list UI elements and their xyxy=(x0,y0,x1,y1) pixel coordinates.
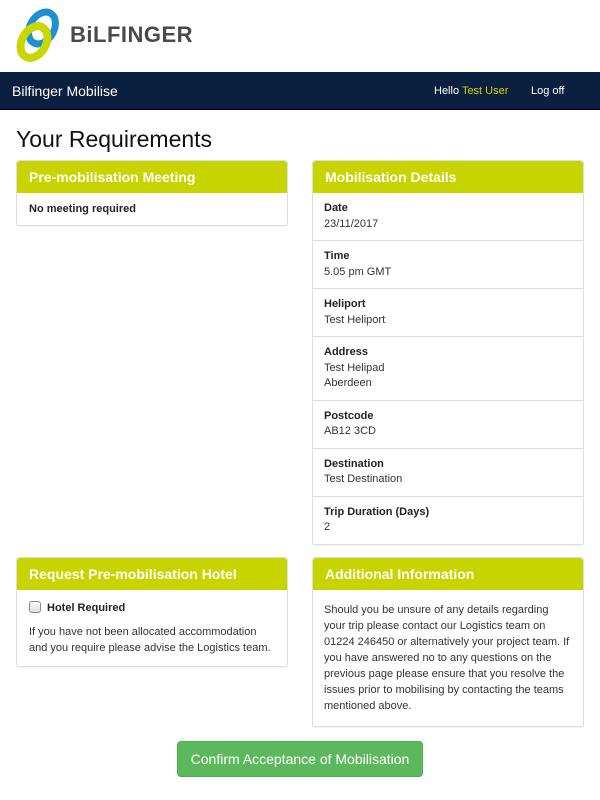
detail-label: Postcode xyxy=(324,409,374,422)
mobilisation-details-panel xyxy=(312,160,584,545)
detail-label: Heliport xyxy=(324,298,366,310)
detail-value: Test Helipad xyxy=(324,361,385,374)
meeting-panel xyxy=(16,160,288,226)
logo-text: BiLFINGER xyxy=(70,22,194,47)
checkbox-label: Hotel Required xyxy=(47,602,126,614)
detail-label: Date xyxy=(324,202,348,214)
navbar xyxy=(0,72,600,110)
detail-value: AB12 3CD xyxy=(324,425,376,437)
detail-row xyxy=(313,240,583,288)
checkbox-box[interactable] xyxy=(29,601,41,613)
greeting xyxy=(434,85,508,97)
detail-value: Test Destination xyxy=(324,473,403,485)
hotel-required-checkbox[interactable] xyxy=(29,600,275,616)
hotel-panel xyxy=(16,557,288,667)
confirm-acceptance-button[interactable]: Confirm Acceptance of Mobilisation xyxy=(177,741,423,777)
brand-link[interactable]: Bilfinger Mobilise xyxy=(12,83,118,99)
additional-info-panel xyxy=(312,557,584,727)
panel-heading: Mobilisation Details xyxy=(313,161,583,193)
detail-label: Time xyxy=(324,250,350,262)
user-link[interactable]: Test User xyxy=(461,85,509,97)
hotel-text: If you have not been allocated accommodation and you require please advise the Logistics team. xyxy=(29,626,271,654)
detail-value: Test Heliport xyxy=(324,313,386,326)
detail-value: 5.05 pm GMT xyxy=(324,265,392,278)
detail-label: Trip Duration (Days) xyxy=(324,505,430,518)
panel-heading: Additional Information xyxy=(313,558,583,590)
panel-heading: Request Pre-mobilisation Hotel xyxy=(17,558,287,590)
logo-mark-icon xyxy=(12,8,68,62)
bilfinger-logo xyxy=(12,8,194,62)
detail-value: Aberdeen xyxy=(324,377,372,389)
detail-value: 23/11/2017 xyxy=(324,217,379,230)
detail-row xyxy=(313,288,583,336)
meeting-text: No meeting required xyxy=(29,203,136,215)
hello-text: Hello xyxy=(434,85,460,97)
detail-row xyxy=(313,496,583,544)
detail-label: Address xyxy=(324,346,369,358)
panel-heading: Pre-mobilisation Meeting xyxy=(17,161,287,193)
detail-row xyxy=(313,193,583,240)
detail-row xyxy=(313,400,583,448)
page-title: Your Requirements xyxy=(16,126,213,152)
additional-text: Should you be unsure of any details regarding your trip please contact our Logistics team on 01224 246450 or alternatively your project team. If you have answered no to any questions on the previous page please ensure that you resolve the issues prior to mobilising by contacting the teams mentioned above. xyxy=(324,604,570,712)
detail-value: 2 xyxy=(324,521,331,533)
log-off-link[interactable]: Log off xyxy=(531,85,565,97)
detail-row xyxy=(313,448,583,496)
detail-row xyxy=(313,336,583,400)
detail-label: Destination xyxy=(324,457,384,470)
